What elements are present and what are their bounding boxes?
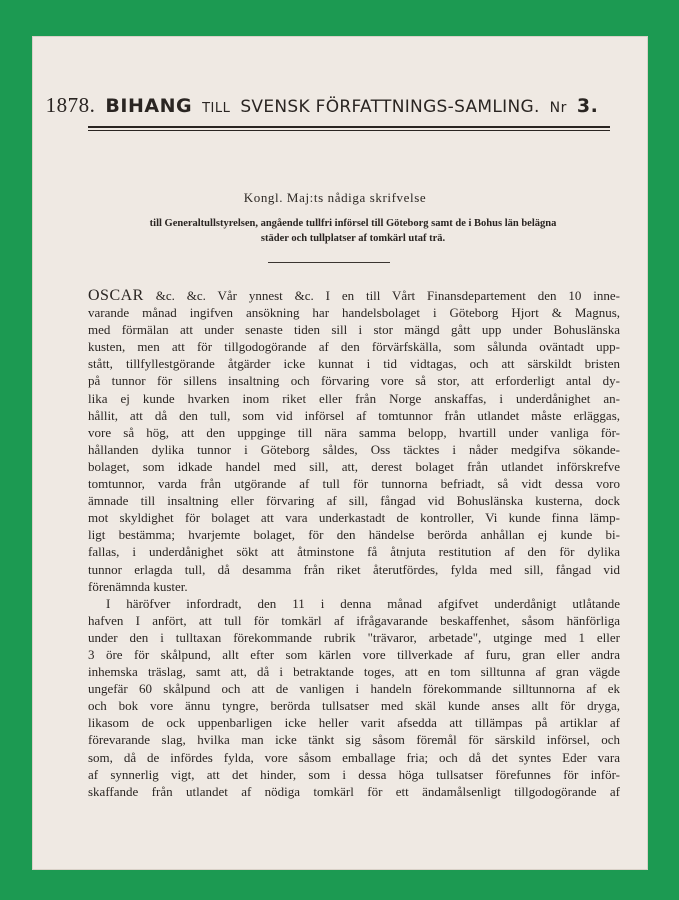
header-number-label: Nr — [549, 100, 567, 116]
body-line: på tunnor för sillens insaltning och förvaring vore så stor, att erforderligt antal dy- — [88, 373, 620, 389]
body-line: stått, tillfyllestgörande åtgärder icke kunnat i tid vidtagas, och att särskildt bristen — [88, 356, 620, 372]
body-line: af synnerlig vigt, att det hinder, som i dessa höga tullsatser förefunnes för inför- — [88, 766, 620, 782]
body-line: bolaget, som idkade handel med sill, att, derest bolaget från utlandet införskrefve — [88, 458, 620, 474]
description-line: till Generaltullstyrelsen, angående tullfri införsel till Göteborg samt de i Bohus län belägna — [149, 218, 557, 229]
body-line: 3 öre för skålpund, allt efter som kärlen vore tillverkade af furu, gran eller andra — [88, 646, 620, 662]
header-number: 3. — [576, 95, 599, 117]
body-line: förevarande slag, hvilka man icke tänkt sig såsom föremål för särskild införsel, och — [88, 732, 620, 748]
body-line: varande månad ingifven ansökning har handelsbolaget i Göteborg Hjort & Magnus, — [88, 305, 620, 321]
body-line: som, då de infördes fylda, vore såsom emballage fria; och då det syntes Eder vara — [88, 749, 620, 765]
document-body — [88, 287, 620, 800]
body-line: likasom de ock uppenbarligen icke heller varit afsedda att tillämpas på artiklar af — [88, 715, 620, 731]
document-subtitle: Kongl. Maj:ts nådiga skrifvelse — [243, 190, 427, 205]
body-line: ämnade till insaltning eller förvaring af sill, fångad vid Bohuslänska kusterna, dock — [88, 493, 620, 509]
body-line: lika ej kunde hvarken inom riket eller från Norge anskaffas, i underdånighet an- — [88, 390, 620, 406]
body-line: fallas, i underdånighet sökt att åtminstone få åtnjuta restitution af den för dylika — [88, 544, 620, 560]
description-line: städer och tullplatser af tomkärl utaf trä. — [260, 233, 446, 244]
header-bihang: BIHANG — [105, 95, 193, 117]
body-line: mot skyldighet för bolaget att vara underkastadt de kontroller, Vi kunde finna lämp- — [88, 510, 620, 526]
header-rule-thin — [88, 130, 610, 131]
section-divider — [268, 262, 390, 263]
document-description — [88, 216, 618, 246]
body-line: med förmälan att under senaste tiden sill i stor mängd gått upp under Bohuslänska — [88, 322, 620, 338]
body-line: kusten, men att för tillgodogörande af den förvärfskälla, som sålunda oväntadt upp- — [88, 339, 620, 355]
header-till: TILL — [202, 101, 231, 116]
body-line — [88, 287, 620, 304]
body-line: inhemska träslag, samt att, då i betraktande toges, att en tom silltunna af gran vägde — [88, 664, 620, 680]
header-title: SVENSK FÖRFATTNINGS-SAMLING. — [240, 97, 540, 117]
body-line: ligt bestämma; hvarjemte bolaget, för den händelse berörda anhållan ej kunde bi- — [88, 527, 620, 543]
oscar-name: OSCAR — [88, 287, 144, 304]
body-line: hållit, att då den tull, som vid införsel af tomtunnor från utlandet måste erläggas, — [88, 407, 620, 423]
body-line: hafven I anfört, att tull för tomkärl af ifrågavarande beskaffenhet, såsom hänförliga — [88, 612, 620, 628]
body-line: och bok vore ännu tyngre, berörda tullsatser med skäl kunde anses allt för dryga, — [88, 698, 620, 714]
body-line: tomtunnor, varda från utgörande af tull för tunnorna befriadt, så vidt dessa voro — [88, 476, 620, 492]
body-line-text: &c. &c. Vår ynnest &c. I en till Vårt Finansdepartement den 10 inne- — [143, 288, 620, 303]
body-line: I häröfver infordradt, den 11 i denna månad afgifvet underdånigt utlåtande — [106, 595, 620, 611]
body-line: hållanden dylika tunnor i Göteborg såldes, Oss täcktes i nåder medgifva sökande- — [88, 441, 620, 457]
body-line: vore så hög, att den uppginge till nära samma belopp, hvartill under vanliga för- — [88, 424, 620, 440]
body-line: under den i tulltaxan förekommande rubrik "trävaror, arbetade", utginge med 1 eller — [88, 629, 620, 645]
header-year: 1878. — [45, 93, 96, 117]
body-line: förenämnda kuster. — [88, 578, 188, 594]
page-header — [32, 93, 612, 118]
body-line: skaffande från utlandet af nödiga tomkärl för ett ändamålsenligt tillgodogörande af — [88, 783, 620, 799]
body-line: ungefär 60 skålpund och att de vanligen i handeln förekommande silltunnorna af ek — [88, 681, 620, 697]
header-rule-thick — [88, 126, 610, 128]
body-line: tunnor erlagda tull, då desamma från riket återutfördes, fylda med sill, fångad vid — [88, 561, 620, 577]
